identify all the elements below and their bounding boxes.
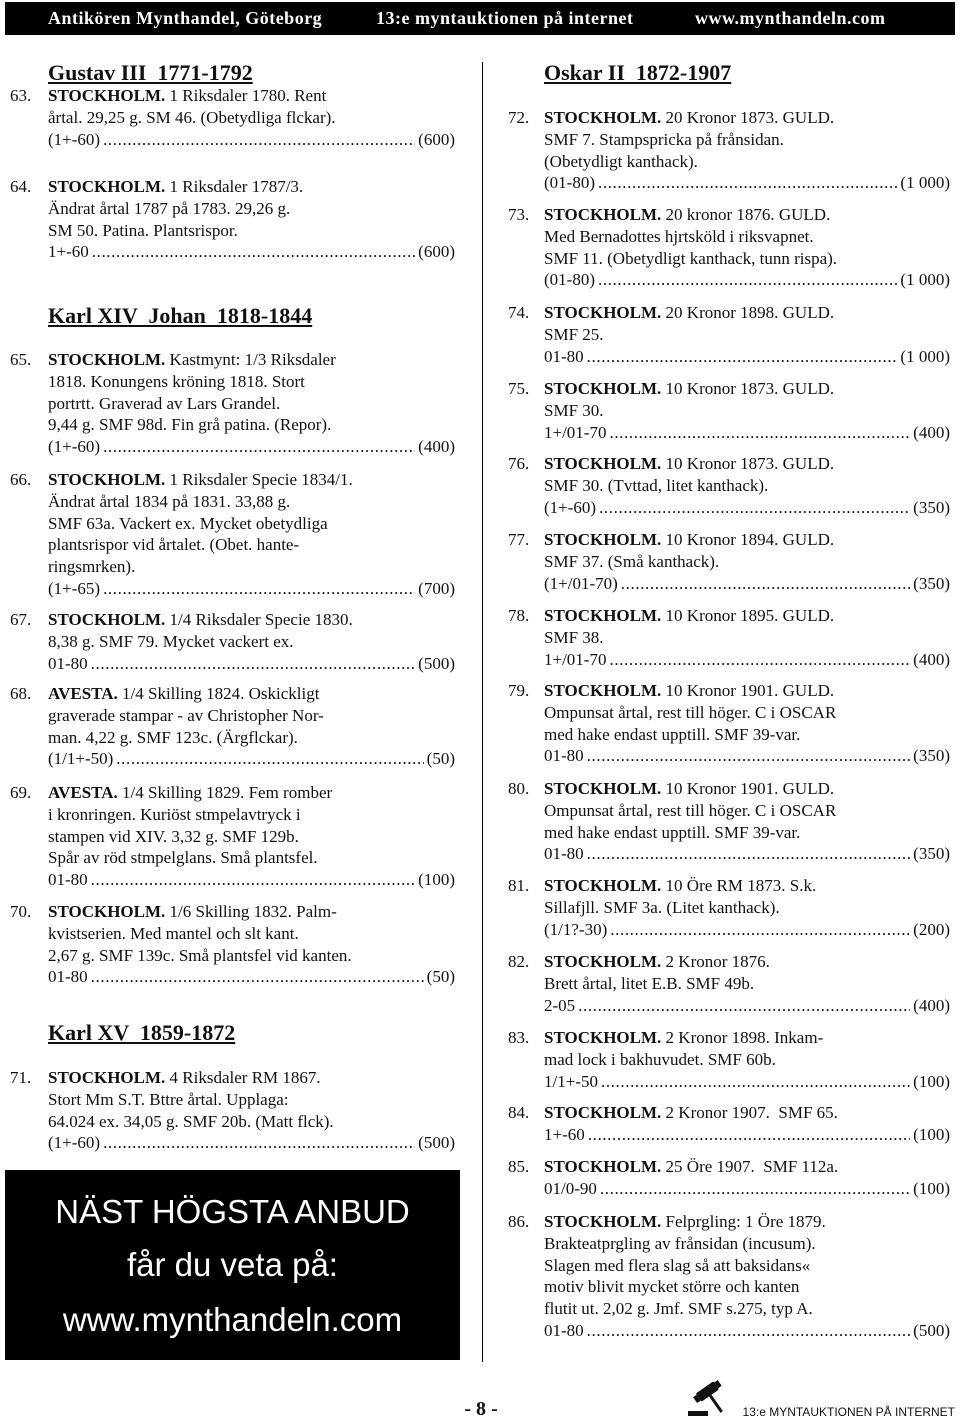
lot-description-line: 20 kronor 1876. GULD. (665, 205, 831, 225)
lot-description-line: graverade stampar - av Christopher Nor- (48, 705, 324, 725)
lot-entry (508, 204, 950, 291)
dot-leader (588, 1124, 910, 1146)
lot-description-line: SMF 37. (Små kanthack). (544, 551, 720, 571)
lot-number: 65. (10, 350, 32, 370)
lot-number: 67. (10, 610, 32, 630)
lot-description-line: Spår av röd stmpelglans. Små plantsfel. (48, 848, 318, 868)
lot-description-line: 10 Kronor 1894. GULD. (665, 530, 835, 550)
lot-number: 63. (10, 86, 32, 106)
lot-grade: 2-05 (544, 995, 576, 1015)
lot-price: (600) (418, 129, 455, 149)
lot-grade: 1/1+-50 (544, 1071, 598, 1091)
lot-description-line: Slagen med flera slag så att baksidans« (544, 1255, 811, 1275)
lot-grade: (1+-60) (48, 1133, 101, 1153)
dot-leader (91, 966, 424, 988)
lot-grade: (1+-60) (48, 436, 101, 456)
lot-grade: 1+-60 (48, 242, 89, 262)
lot-price: (700) (418, 578, 455, 598)
lot-grade: 1+/01-70 (544, 422, 607, 442)
lot-price: (400) (913, 422, 950, 442)
lot-place: STOCKHOLM. (48, 610, 166, 630)
lot-first-line (48, 469, 455, 491)
header-company: Antikören Mynthandel, Göteborg (48, 8, 323, 28)
lot-place: AVESTA. (48, 684, 118, 704)
lot-price: (50) (426, 967, 455, 987)
lot-description-line: Brett årtal, litet E.B. SMF 49b. (544, 973, 755, 993)
dot-leader (587, 843, 911, 865)
lot-grade-price-line (544, 995, 950, 1017)
dot-leader (600, 1178, 910, 1200)
lot-first-line (544, 529, 950, 551)
lot-price: (500) (913, 1320, 950, 1340)
dot-leader (91, 869, 416, 891)
lot-description-line: årtal. 29,25 g. SM 46. (Obetydliga flckar). (48, 107, 336, 127)
lot-description-line: SMF 7. Stampspricka på frånsidan. (544, 129, 784, 149)
lot-grade: 01-80 (544, 346, 584, 366)
lot-grade-price-line (48, 436, 455, 458)
lot-description-line: 2 Kronor 1876. (665, 952, 770, 972)
lot-first-line (48, 85, 455, 107)
lot-grade-price-line (48, 653, 455, 675)
lot-first-line (544, 204, 950, 226)
lot-description-line: 10 Kronor 1901. GULD. (665, 779, 835, 799)
lot-place: STOCKHOLM. (544, 606, 662, 626)
lot-number: 68. (10, 684, 32, 704)
lot-grade: (1/1?-30) (544, 919, 608, 939)
lot-description-line: 1 Riksdaler 1787/3. (169, 177, 304, 197)
lot-price: (400) (913, 995, 950, 1015)
dot-leader (91, 653, 416, 675)
lot-place: STOCKHOLM. (48, 470, 166, 490)
lot-grade: 01-80 (48, 967, 88, 987)
section-heading: Oskar II 1872-1907 (544, 60, 732, 85)
lot-price: (100) (418, 869, 455, 889)
lot-description-line: 25 Öre 1907. SMF 112a. (665, 1157, 839, 1177)
promo-line-2: får du veta på: (127, 1246, 338, 1283)
lot-grade-price-line (544, 497, 950, 519)
lot-grade: (01-80) (544, 270, 595, 290)
lot-number: 74. (508, 303, 530, 323)
lot-grade-price-line (48, 578, 455, 600)
lot-first-line (544, 875, 950, 897)
lot-number: 64. (10, 177, 32, 197)
dot-leader (103, 129, 415, 151)
lot-price: (350) (913, 746, 950, 766)
lot-description-line: 1818. Konungens kröning 1818. Stort (48, 371, 305, 391)
lot-price: (200) (913, 919, 950, 939)
lot-place: STOCKHOLM. (544, 952, 662, 972)
lot-entry (508, 1102, 950, 1145)
lot-grade-price-line (544, 573, 950, 595)
footer-auction-label: 13:e MYNTAUKTIONEN PÅ INTERNET (742, 1405, 955, 1419)
lot-place: STOCKHOLM. (544, 779, 662, 799)
lot-price: (100) (913, 1071, 950, 1091)
lot-price: (400) (418, 436, 455, 456)
lot-number: 83. (508, 1028, 530, 1048)
lot-place: STOCKHOLM. (544, 1103, 662, 1123)
lot-entry (508, 453, 950, 518)
lot-place: STOCKHOLM. (544, 379, 662, 399)
lot-place: AVESTA. (48, 783, 118, 803)
lot-description-line: 10 Öre RM 1873. S.k. (665, 876, 817, 896)
lot-place: STOCKHOLM. (48, 177, 166, 197)
section-heading: Karl XIV Johan 1818-1844 (48, 303, 313, 328)
section-heading: Gustav III 1771-1792 (48, 60, 253, 85)
lot-description-line: 10 Kronor 1901. GULD. (665, 681, 835, 701)
lot-description-line: 20 Kronor 1873. GULD. (665, 108, 835, 128)
lot-grade-price-line (48, 966, 455, 988)
lot-grade-price-line (544, 1320, 950, 1342)
lot-entry (10, 782, 455, 891)
lot-description-line: motiv blivit mycket större och kanten (544, 1277, 800, 1297)
lot-entry (10, 85, 455, 150)
lot-number: 69. (10, 783, 32, 803)
lot-place: STOCKHOLM. (544, 205, 662, 225)
lot-description-line: SMF 30. (Tvttad, litet kanthack). (544, 475, 769, 495)
lot-entry (508, 605, 950, 670)
lot-first-line (544, 453, 950, 475)
lot-grade-price-line (48, 748, 455, 770)
lot-grade: 1+-60 (544, 1124, 585, 1144)
lot-grade-price-line (544, 269, 950, 291)
dot-leader (598, 269, 897, 291)
lot-description-line: 9,44 g. SMF 98d. Fin grå patina. (Repor). (48, 415, 332, 435)
lot-price: (1 000) (900, 270, 950, 290)
lot-number: 76. (508, 454, 530, 474)
lot-entry (508, 1156, 950, 1199)
lot-grade: 1+/01-70 (544, 649, 607, 669)
lot-price: (100) (913, 1124, 950, 1144)
lot-description-line: Ompunsat årtal, rest till höger. C i OSCAR (544, 702, 837, 722)
lot-first-line (544, 1027, 950, 1049)
lot-entry (10, 609, 455, 674)
lot-description-line: 4 Riksdaler RM 1867. (169, 1068, 321, 1088)
lot-description-line: 1 Riksdaler Specie 1834/1. (169, 470, 353, 490)
lot-grade: 01-80 (544, 746, 584, 766)
lot-number: 85. (508, 1157, 530, 1177)
lot-grade-price-line (544, 1071, 950, 1093)
lot-description-line: med hake endast upptill. SMF 39-var. (544, 822, 801, 842)
lot-description-line: 10 Kronor 1873. GULD. (665, 454, 835, 474)
lot-number: 80. (508, 779, 530, 799)
lot-first-line (544, 951, 950, 973)
lot-grade: 01/0-90 (544, 1178, 597, 1198)
lot-entry (508, 302, 950, 367)
lot-price: (500) (418, 1133, 455, 1153)
lot-price: (600) (418, 242, 455, 262)
lot-description-line: 1/4 Skilling 1829. Fem romber (122, 783, 333, 803)
lot-description-line: 10 Kronor 1895. GULD. (665, 606, 835, 626)
dot-leader (598, 172, 897, 194)
lot-description-line: Ändrat årtal 1787 på 1783. 29,26 g. (48, 198, 291, 218)
lot-entry (508, 378, 950, 443)
lot-number: 72. (508, 108, 530, 128)
lot-place: STOCKHOLM. (544, 1028, 662, 1048)
header-website: www.mynthandeln.com (695, 8, 886, 28)
lot-grade-price-line (48, 1132, 455, 1154)
lot-description-line: Med Bernadottes hjrtsköld i riksvapnet. (544, 226, 814, 246)
lot-first-line (544, 107, 950, 129)
lot-number: 82. (508, 952, 530, 972)
lot-first-line (48, 1067, 455, 1089)
lot-description-line: 1/4 Riksdaler Specie 1830. (169, 610, 353, 630)
dot-leader (578, 995, 910, 1017)
lot-grade: (1+-60) (544, 497, 597, 517)
lot-entry (508, 1027, 950, 1092)
lot-description-line: Sillafjll. SMF 3a. (Litet kanthack). (544, 897, 780, 917)
lot-first-line (48, 176, 455, 198)
lot-description-line: 2,67 g. SMF 139c. Små plantsfel vid kanten. (48, 945, 352, 965)
dot-leader (92, 241, 415, 263)
lot-first-line (544, 378, 950, 400)
lot-description-line: Ompunsat årtal, rest till höger. C i OSCAR (544, 800, 837, 820)
lot-grade-price-line (544, 649, 950, 671)
lot-description-line: SMF 63a. Vackert ex. Mycket obetydliga (48, 513, 328, 533)
dot-leader (609, 422, 910, 444)
header-auction-title: 13:e myntauktionen på internet (376, 8, 634, 28)
lot-place: STOCKHOLM. (544, 454, 662, 474)
lot-first-line (544, 302, 950, 324)
lot-description-line: (Obetydligt kanthack). (544, 151, 698, 171)
left-column (10, 0, 455, 1360)
lot-description-line: portrtt. Graverad av Lars Grandel. (48, 393, 281, 413)
lot-first-line (48, 349, 455, 371)
lot-first-line (544, 1211, 950, 1233)
lot-description-line: med hake endast upptill. SMF 39-var. (544, 724, 801, 744)
lot-price: (1 000) (900, 346, 950, 366)
lot-first-line (544, 1102, 950, 1124)
lot-grade: (01-80) (544, 173, 595, 193)
lot-description-line: Ändrat årtal 1834 på 1831. 33,88 g. (48, 491, 291, 511)
dot-leader (103, 578, 415, 600)
lot-grade-price-line (48, 869, 455, 891)
lot-description-line: Kastmynt: 1/3 Riksdaler (169, 350, 336, 370)
lot-description-line: 10 Kronor 1873. GULD. (665, 379, 835, 399)
lot-description-line: Felprgling: 1 Öre 1879. (665, 1212, 826, 1232)
lot-grade-price-line (48, 129, 455, 151)
lot-entry (508, 1211, 950, 1341)
lot-description-line: SMF 38. (544, 627, 604, 647)
lot-first-line (48, 901, 455, 923)
promo-url: www.mynthandeln.com (62, 1301, 403, 1338)
lot-entry (10, 469, 455, 599)
lot-description-line: 2 Kronor 1907. SMF 65. (665, 1103, 838, 1123)
lot-first-line (544, 778, 950, 800)
right-column (508, 0, 950, 1360)
lot-number: 66. (10, 470, 32, 490)
lot-place: STOCKHOLM. (48, 1068, 166, 1088)
lot-price: (1 000) (900, 173, 950, 193)
lot-grade: (1+-60) (48, 129, 101, 149)
dot-leader (609, 649, 910, 671)
lot-first-line (48, 782, 455, 804)
lot-entry (508, 951, 950, 1016)
lot-description-line: SM 50. Patina. Plantsrispor. (48, 220, 238, 240)
lot-number: 73. (508, 205, 530, 225)
lot-entry (10, 349, 455, 458)
lot-grade: 01-80 (48, 869, 88, 889)
lot-description-line: Stort Mm S.T. Bttre årtal. Upplaga: (48, 1089, 289, 1109)
lot-place: STOCKHOLM. (544, 1212, 662, 1232)
lot-number: 77. (508, 530, 530, 550)
lot-grade-price-line (544, 1178, 950, 1200)
lot-price: (50) (426, 749, 455, 769)
lot-place: STOCKHOLM. (544, 530, 662, 550)
lot-price: (400) (913, 649, 950, 669)
lot-grade-price-line (544, 172, 950, 194)
lot-description-line: 8,38 g. SMF 79. Mycket vackert ex. (48, 631, 294, 651)
lot-description-line: 64.024 ex. 34,05 g. SMF 20b. (Matt flck). (48, 1111, 334, 1131)
lot-grade-price-line (544, 346, 950, 368)
lot-description-line: stampen vid XIV. 3,32 g. SMF 129b. (48, 826, 299, 846)
dot-leader (587, 1320, 911, 1342)
lot-place: STOCKHOLM. (48, 902, 166, 922)
dot-leader (587, 745, 911, 767)
lot-number: 78. (508, 606, 530, 626)
lot-number: 86. (508, 1212, 530, 1232)
lot-description-line: 20 Kronor 1898. GULD. (665, 303, 835, 323)
lot-first-line (544, 1156, 950, 1178)
lot-description-line: 2 Kronor 1898. Inkam- (665, 1028, 824, 1048)
lot-description-line: 1/4 Skilling 1824. Oskickligt (122, 684, 320, 704)
lot-description-line: SMF 25. (544, 324, 604, 344)
lot-place: STOCKHOLM. (544, 303, 662, 323)
dot-leader (599, 497, 910, 519)
column-divider (482, 62, 483, 1362)
lot-place: STOCKHOLM. (544, 1157, 662, 1177)
lot-description-line: 1/6 Skilling 1832. Palm- (169, 902, 337, 922)
dot-leader (103, 1132, 415, 1154)
lot-grade: (1+-65) (48, 578, 101, 598)
lot-description-line: kvistserien. Med mantel och slt kant. (48, 923, 299, 943)
dot-leader (610, 919, 910, 941)
lot-entry (508, 107, 950, 194)
section-heading: Karl XV 1859-1872 (48, 1020, 236, 1045)
lot-entry (508, 778, 950, 865)
lot-place: STOCKHOLM. (48, 86, 166, 106)
lot-grade-price-line (544, 919, 950, 941)
lot-first-line (48, 683, 455, 705)
lot-entry (10, 176, 455, 263)
lot-number: 79. (508, 681, 530, 701)
lot-entry (10, 683, 455, 770)
lot-number: 84. (508, 1103, 530, 1123)
lot-description-line: Brakteatprgling av frånsidan (incusum). (544, 1233, 816, 1253)
lot-description-line: i kronringen. Kuriöst stmpelavtryck i (48, 804, 301, 824)
lot-description-line: SMF 30. (544, 400, 604, 420)
lot-place: STOCKHOLM. (544, 681, 662, 701)
lot-number: 70. (10, 902, 32, 922)
dot-leader (621, 573, 910, 595)
lot-description-line: SMF 11. (Obetydligt kanthack, tunn rispa). (544, 248, 838, 268)
promo-box (5, 1170, 460, 1360)
lot-description-line: ringsmrken). (48, 556, 136, 576)
lot-grade: 01-80 (544, 1320, 584, 1340)
lot-first-line (544, 605, 950, 627)
lot-first-line (48, 609, 455, 631)
lot-entry (10, 901, 455, 988)
page-number: - 8 - (464, 1398, 498, 1420)
lot-grade-price-line (544, 843, 950, 865)
lot-price: (100) (913, 1178, 950, 1198)
lot-description-line: 1 Riksdaler 1780. Rent (169, 86, 327, 106)
lot-price: (500) (418, 653, 455, 673)
lot-description-line: flutit ut. 2,02 g. Jmf. SMF s.275, typ A. (544, 1298, 813, 1318)
lot-place: STOCKHOLM. (544, 876, 662, 896)
lot-grade: (1/1+-50) (48, 749, 114, 769)
lot-grade-price-line (544, 422, 950, 444)
dot-leader (601, 1071, 910, 1093)
lot-place: STOCKHOLM. (544, 108, 662, 128)
lot-grade-price-line (544, 1124, 950, 1146)
promo-line-1: NÄST HÖGSTA ANBUD (55, 1193, 410, 1230)
dot-leader (116, 748, 423, 770)
lot-entry (508, 875, 950, 940)
lot-grade: 01-80 (48, 653, 88, 673)
lot-number: 75. (508, 379, 530, 399)
lot-entry (508, 529, 950, 594)
gavel-icon (686, 1380, 732, 1418)
lot-number: 81. (508, 876, 530, 896)
lot-grade: (1+/01-70) (544, 573, 618, 593)
lot-price: (350) (913, 573, 950, 593)
lot-grade-price-line (48, 241, 455, 263)
lot-entry (508, 680, 950, 767)
lot-description-line: plantsrispor vid årtalet. (Obet. hante- (48, 535, 300, 555)
lot-description-line: mad lock i bakhuvudet. SMF 60b. (544, 1049, 776, 1069)
lot-place: STOCKHOLM. (48, 350, 166, 370)
lot-entry (10, 1067, 455, 1154)
lot-price: (350) (913, 497, 950, 517)
lot-grade-price-line (544, 745, 950, 767)
dot-leader (103, 436, 415, 458)
lot-description-line: man. 4,22 g. SMF 123c. (Ärgflckar). (48, 727, 298, 747)
lot-price: (350) (913, 844, 950, 864)
lot-number: 71. (10, 1068, 32, 1088)
dot-leader (587, 346, 898, 368)
lot-grade: 01-80 (544, 844, 584, 864)
lot-first-line (544, 680, 950, 702)
